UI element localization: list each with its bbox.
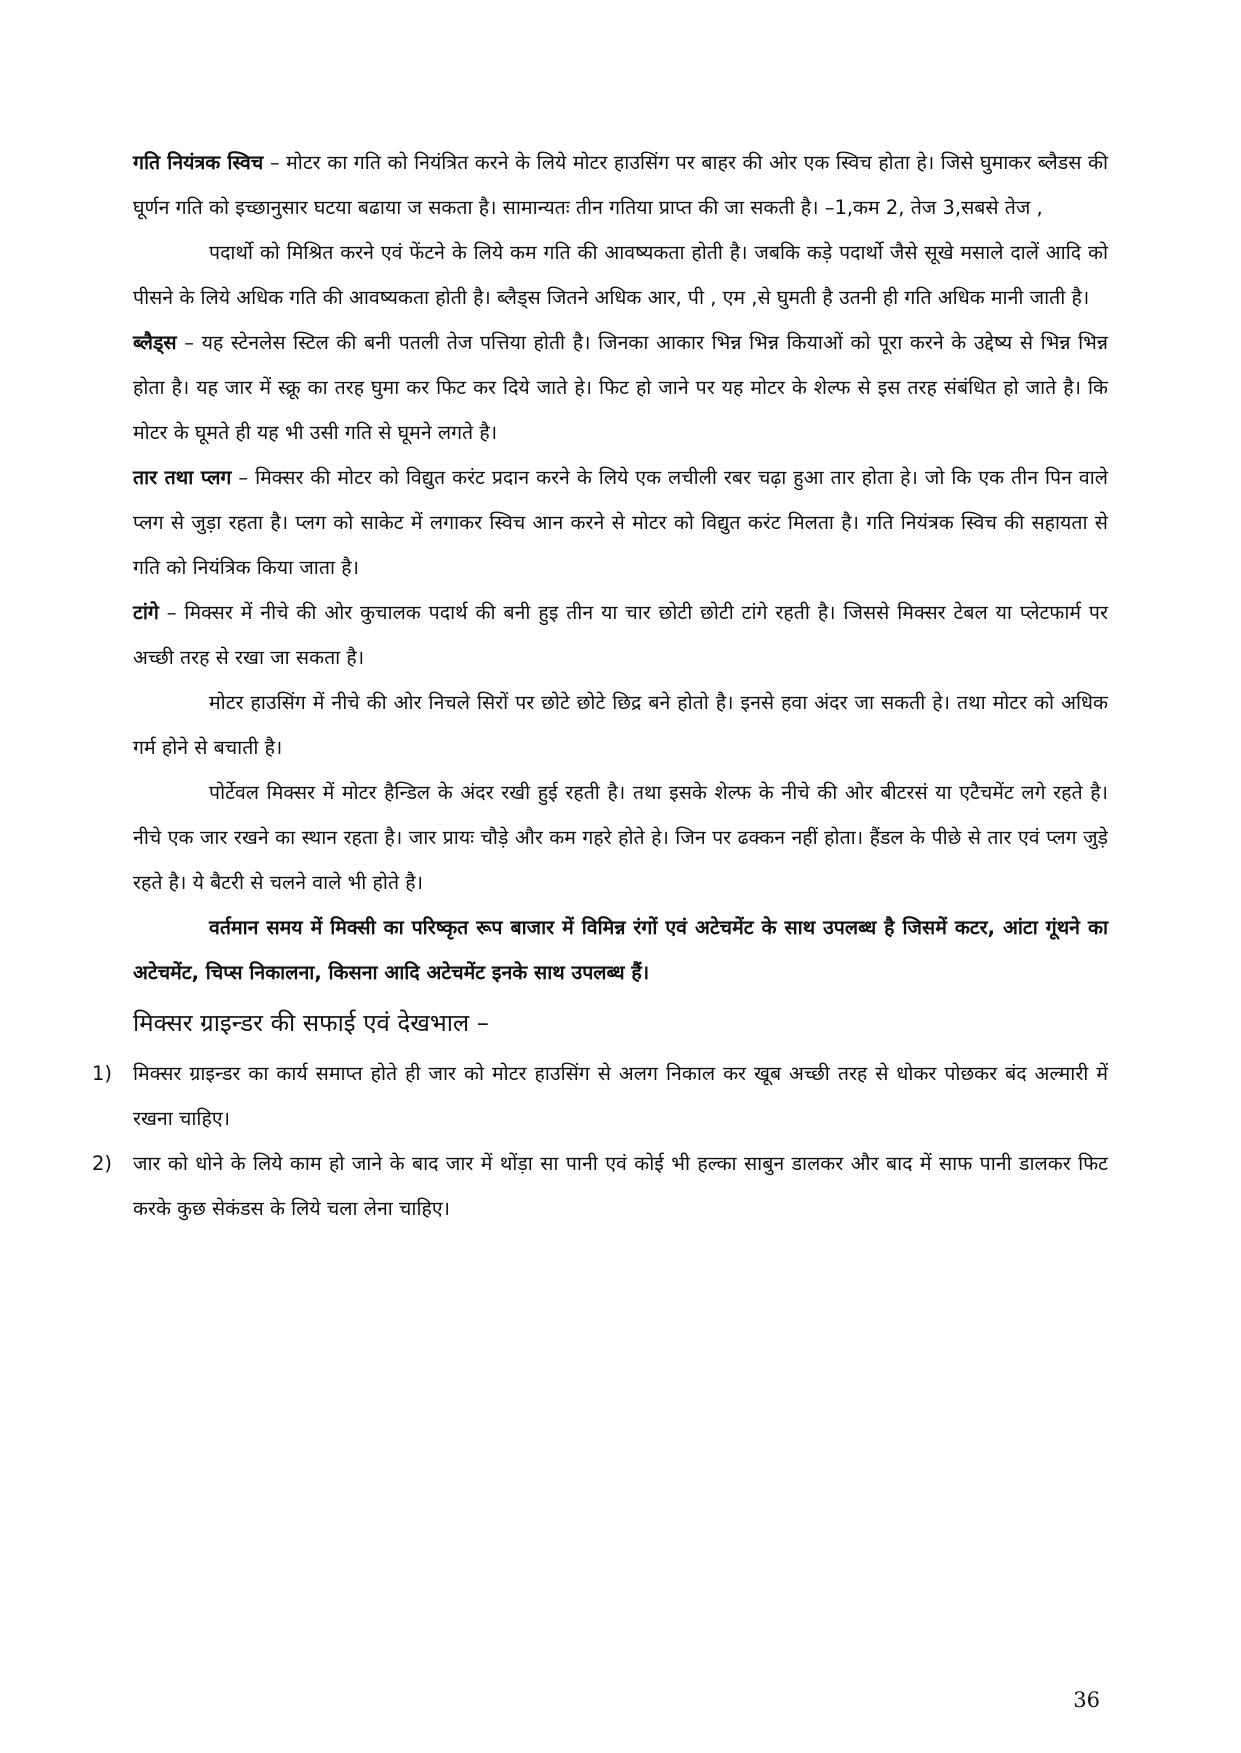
list-item-number: 2) bbox=[92, 1152, 113, 1175]
paragraph-text: – मिक्सर में नीचे की ओर कुचालक पदार्थ की बनी हुइ तीन या चार छोटी छोटी टांगे रहती है। जिससे मिक्सर टेबल या प्लेटफार्म पर अच्छी तरह से रखा जा सकता है। bbox=[133, 601, 1108, 669]
paragraph-modern-mixie: वर्तमान समय में मिक्सी का परिष्कृत रूप बाजार में विमिन्न रंगों एवं अटेचमेंट के साथ उपलब्ध है जिसमें कटर, आंटा गूंथने का अटेचमेंट, चिप्स निकालना, किसना आदि अटेचमेंट इनके साथ उपलब्ध हैं। bbox=[133, 916, 1108, 984]
list-item-text: जार को धोने के लिये काम हो जाने के बाद जार में थोंड़ा सा पानी एवं कोई भी हल्का साबुन डालकर और बाद में साफ पानी डालकर फिट करके कुछ सेकंडस के लिये चला लेना चाहिए। bbox=[133, 1152, 1108, 1220]
paragraph-blades bbox=[133, 320, 1108, 455]
term-speed-control-switch: गति नियंत्रक स्विच bbox=[133, 151, 264, 174]
cleaning-steps-list bbox=[92, 1051, 1108, 1231]
paragraph-legs bbox=[133, 590, 1108, 680]
paragraph-text: – यह स्टेनलेस स्टिल की बनी पतली तेज पत्तिया होती है। जिनका आकार भिन्न भिन्न कियाओं को पूरा करने के उद्देष्य से भिन्न भिन्न होता है। यह जार में स्क्रू का तरह घुमा कर फिट कर दिये जाते हे। फिट हो जाने पर यह मोटर के शेल्फ से इस तरह संबंधित हो जाते है। कि मोटर के घूमते ही यह भी उसी गति से घूमने लगते है। bbox=[133, 331, 1108, 444]
term-legs: टांगे bbox=[133, 601, 159, 624]
list-item bbox=[92, 1051, 1108, 1141]
paragraph-text: – मिक्सर की मोटर को विद्युत करंट प्रदान करने के लिये एक लचीली रबर चढ़ा हुआ तार होता हे। जो कि एक तीन पिन वाले प्लग से जुड़ा रहता है। प्लग को साकेट में लगाकर स्विच आन करने से मोटर को विद्युत करंट मिलता है। गति नियंत्रक स्विच की सहायता से गति को नियंत्रिक किया जाता है। bbox=[133, 466, 1108, 579]
term-blades: ब्लैड्स bbox=[133, 331, 177, 354]
list-item-text: मिक्सर ग्राइन्डर का कार्य समाप्त होते ही जार को मोटर हाउसिंग से अलग निकाल कर खूब अच्छी तरह से धोकर पोछकर बंद अल्मारी में रखना चाहिए। bbox=[133, 1062, 1108, 1130]
list-item-number: 1) bbox=[92, 1062, 113, 1085]
paragraph-speed-control-switch bbox=[133, 140, 1108, 230]
paragraph-portable-mixer: पोर्टेवल मिक्सर में मोटर हैन्डिल के अंदर रखी हुई रहती है। तथा इसके शेल्फ के नीचे की ओर बीटरसं या एटैचमेंट लगे रहते है। नीचे एक जार रखने का स्थान रहता है। जार प्रायः चौड़े और कम गहरे होते हे। जिन पर ढक्कन नहीं होता। हैंडल के पीछे से तार एवं प्लग जुड़े रहते है। ये बैटरी से चलने वाले भी होते है। bbox=[133, 781, 1108, 894]
paragraph-wire-and-plug bbox=[133, 455, 1108, 590]
page-number: 36 bbox=[1073, 1688, 1100, 1712]
paragraph-speed-requirements: पदार्थो को मिश्रित करने एवं फेंटने के लिये कम गति की आवष्यकता होती है। जबकि कड़े पदार्थो जैसे सूखे मसाले दालें आदि को पीसने के लिये अधिक गति की आवष्यकता होती है। ब्लैड्स जितने अधिक आर, पी , एम ,से घुमती है उतनी ही गति अधिक मानी जाती है। bbox=[133, 241, 1108, 309]
section-heading-cleaning-care: मिक्सर ग्राइन्डर की सफाई एवं देखभाल – bbox=[133, 1009, 489, 1037]
term-wire-and-plug: तार तथा प्लग bbox=[133, 466, 232, 489]
list-item bbox=[92, 1141, 1108, 1231]
paragraph-ventilation: मोटर हाउसिंग में नीचे की ओर निचले सिरों पर छोटे छोटे छिद्र बने होतो है। इनसे हवा अंदर जा सकती हे। तथा मोटर को अधिक गर्म होने से बचाती है। bbox=[133, 691, 1108, 759]
paragraph-text: – मोटर का गति को नियंत्रित करने के लिये मोटर हाउसिंग पर बाहर की ओर एक स्विच होता हे। जिसे घुमाकर ब्लैडस की घूर्णन गति को इच्छानुसार घटया बढाया ज सकता है। सामान्यतः तीन गतिया प्राप्त की जा सकती है। –1,कम 2, तेज 3,सबसे तेज , bbox=[133, 151, 1108, 219]
page-content bbox=[92, 140, 1108, 1231]
